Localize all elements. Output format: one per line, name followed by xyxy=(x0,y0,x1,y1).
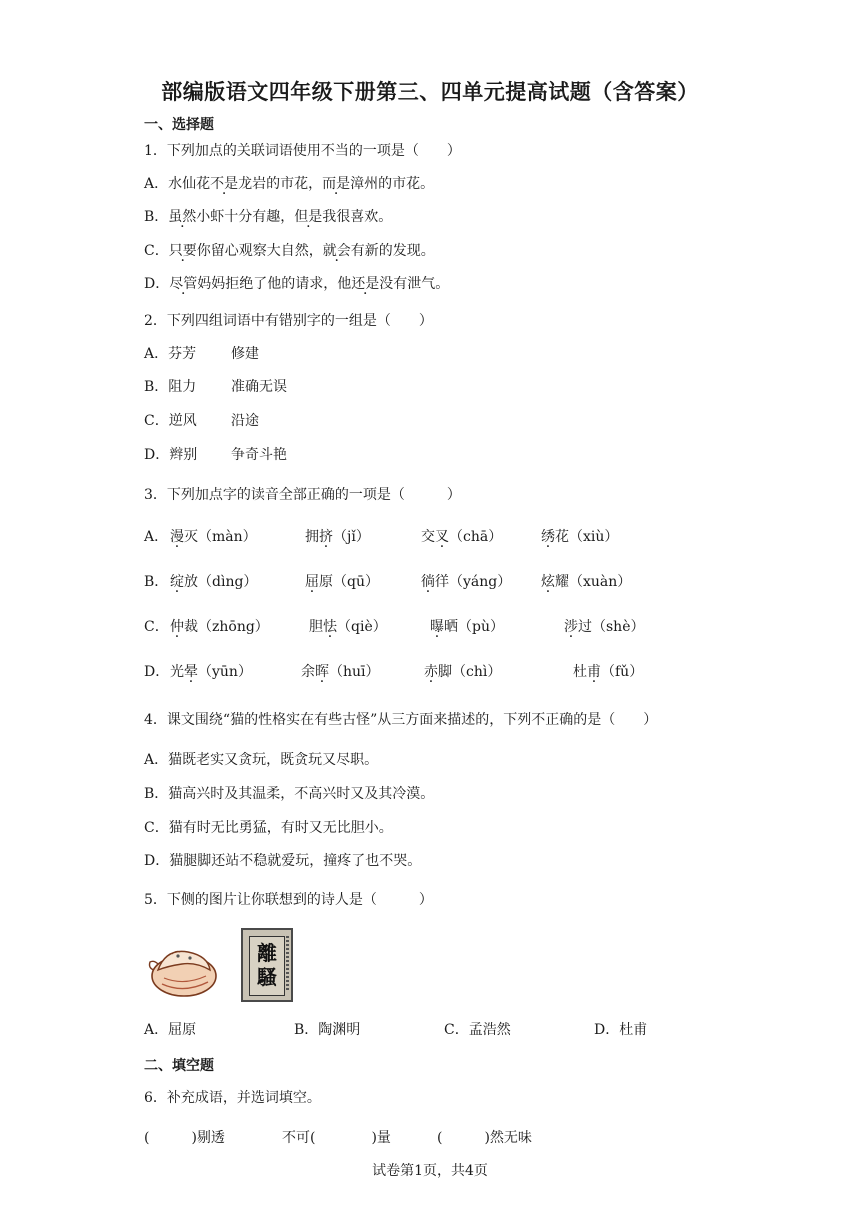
question-1-option-d: D．尽管妈妈拒绝了他的请求，他还是没有泄气。 xyxy=(144,276,450,292)
question-3-option-a-item-1: 漫灭（màn） xyxy=(170,529,257,545)
zongzi-image xyxy=(144,940,218,1000)
question-2-option-b-word: 准确无误 xyxy=(231,379,287,395)
question-4-option-c: C．猫有时无比勇猛，有时又无比胆小。 xyxy=(144,820,393,836)
question-3-option-b-letter: B． xyxy=(144,574,169,590)
question-5-option-b: B．陶渊明 xyxy=(294,1022,361,1038)
book-side-text-marks xyxy=(286,936,289,992)
question-2-option-d: D．辫别 xyxy=(144,447,198,463)
page-title: 部编版语文四年级下册第三、四单元提高试题（含答案） xyxy=(161,80,699,104)
question-4-option-b: B．猫高兴时及其温柔，不高兴时又及其冷漠。 xyxy=(144,786,435,802)
question-3-option-b-item-4: 炫耀（xuàn） xyxy=(541,574,632,590)
page-footer: 试卷第1页，共4页 xyxy=(372,1163,488,1179)
question-3-option-a-item-3: 交叉（chā） xyxy=(421,529,503,545)
question-4-option-a: A．猫既老实又贪玩，既贪玩又尽职。 xyxy=(144,752,379,768)
question-5-option-c: C．孟浩然 xyxy=(444,1022,511,1038)
lisao-book-cover xyxy=(241,928,293,1002)
question-6-stem: 6．补充成语，并选词填空。 xyxy=(144,1090,321,1106)
question-3-option-a-letter: A． xyxy=(144,529,169,545)
question-1-option-c: C．只要你留心观察大自然，就会有新的发现。 xyxy=(144,243,435,259)
question-3-option-b-item-1: 绽放（dìng） xyxy=(170,574,258,590)
question-2-option-a: A．芬芳 xyxy=(144,346,197,362)
question-2-option-a-word: 修建 xyxy=(231,346,259,362)
question-2-option-b: B．阻力 xyxy=(144,379,197,395)
book-title-char-1: 離 xyxy=(257,941,277,965)
question-3-option-d-item-2: 余晖（huī） xyxy=(301,664,380,680)
question-3-option-c-letter: C． xyxy=(144,619,169,635)
question-3-option-b-item-2: 屈原（qū） xyxy=(305,574,379,590)
question-3-option-c-item-4: 涉过（shè） xyxy=(564,619,645,635)
question-1-option-a: A．水仙花不是龙岩的市花，而是漳州的市花。 xyxy=(144,176,435,192)
question-4-stem: 4．课文围绕“猫的性格实在有些古怪”从三方面来描述的，下列不正确的是（ ） xyxy=(144,712,658,728)
question-3-option-b-item-3: 徜徉（yáng） xyxy=(421,574,512,590)
question-5-option-a: A．屈原 xyxy=(144,1022,197,1038)
question-3-option-c-item-2: 胆怯（qiè） xyxy=(309,619,387,635)
section-heading-choice: 一、选择题 xyxy=(144,117,214,133)
book-title-char-2: 騷 xyxy=(257,965,277,989)
question-2-option-d-word: 争奇斗艳 xyxy=(231,447,287,463)
question-3-option-a-item-2: 拥挤（jǐ） xyxy=(305,529,370,545)
question-3-option-c-item-1: 仲裁（zhōng） xyxy=(170,619,269,635)
question-3-option-a-item-4: 绣花（xiù） xyxy=(541,529,619,545)
question-6-blank-1: ( )剔透 xyxy=(144,1130,225,1146)
question-1-option-b: B．虽然小虾十分有趣，但是我很喜欢。 xyxy=(144,209,393,225)
question-3-option-d-letter: D． xyxy=(144,664,170,680)
question-5-option-d: D．杜甫 xyxy=(594,1022,648,1038)
question-3-option-d-item-1: 光晕（yūn） xyxy=(170,664,252,680)
question-3-stem: 3．下列加点字的读音全部正确的一项是（ ） xyxy=(144,487,461,503)
question-5-stem: 5．下侧的图片让你联想到的诗人是（ ） xyxy=(144,892,433,908)
question-3-option-c-item-3: 曝晒（pù） xyxy=(430,619,504,635)
question-3-option-d-item-3: 赤脚（chì） xyxy=(424,664,502,680)
question-3-option-d-item-4: 杜甫（fǔ） xyxy=(573,664,644,680)
question-6-blank-3: ( )然无味 xyxy=(437,1130,532,1146)
question-4-option-d: D．猫腿脚还站不稳就爱玩，撞疼了也不哭。 xyxy=(144,853,422,869)
question-2-option-c: C．逆风 xyxy=(144,413,197,429)
question-2-option-c-word: 沿途 xyxy=(231,413,259,429)
book-cover-panel xyxy=(249,936,285,996)
question-2-stem: 2．下列四组词语中有错别字的一组是（ ） xyxy=(144,313,433,329)
question-1-stem: 1．下列加点的关联词语使用不当的一项是（ ） xyxy=(144,143,461,159)
section-heading-fill: 二、填空题 xyxy=(144,1058,214,1074)
question-6-blank-2: 不可( )量 xyxy=(282,1130,391,1146)
